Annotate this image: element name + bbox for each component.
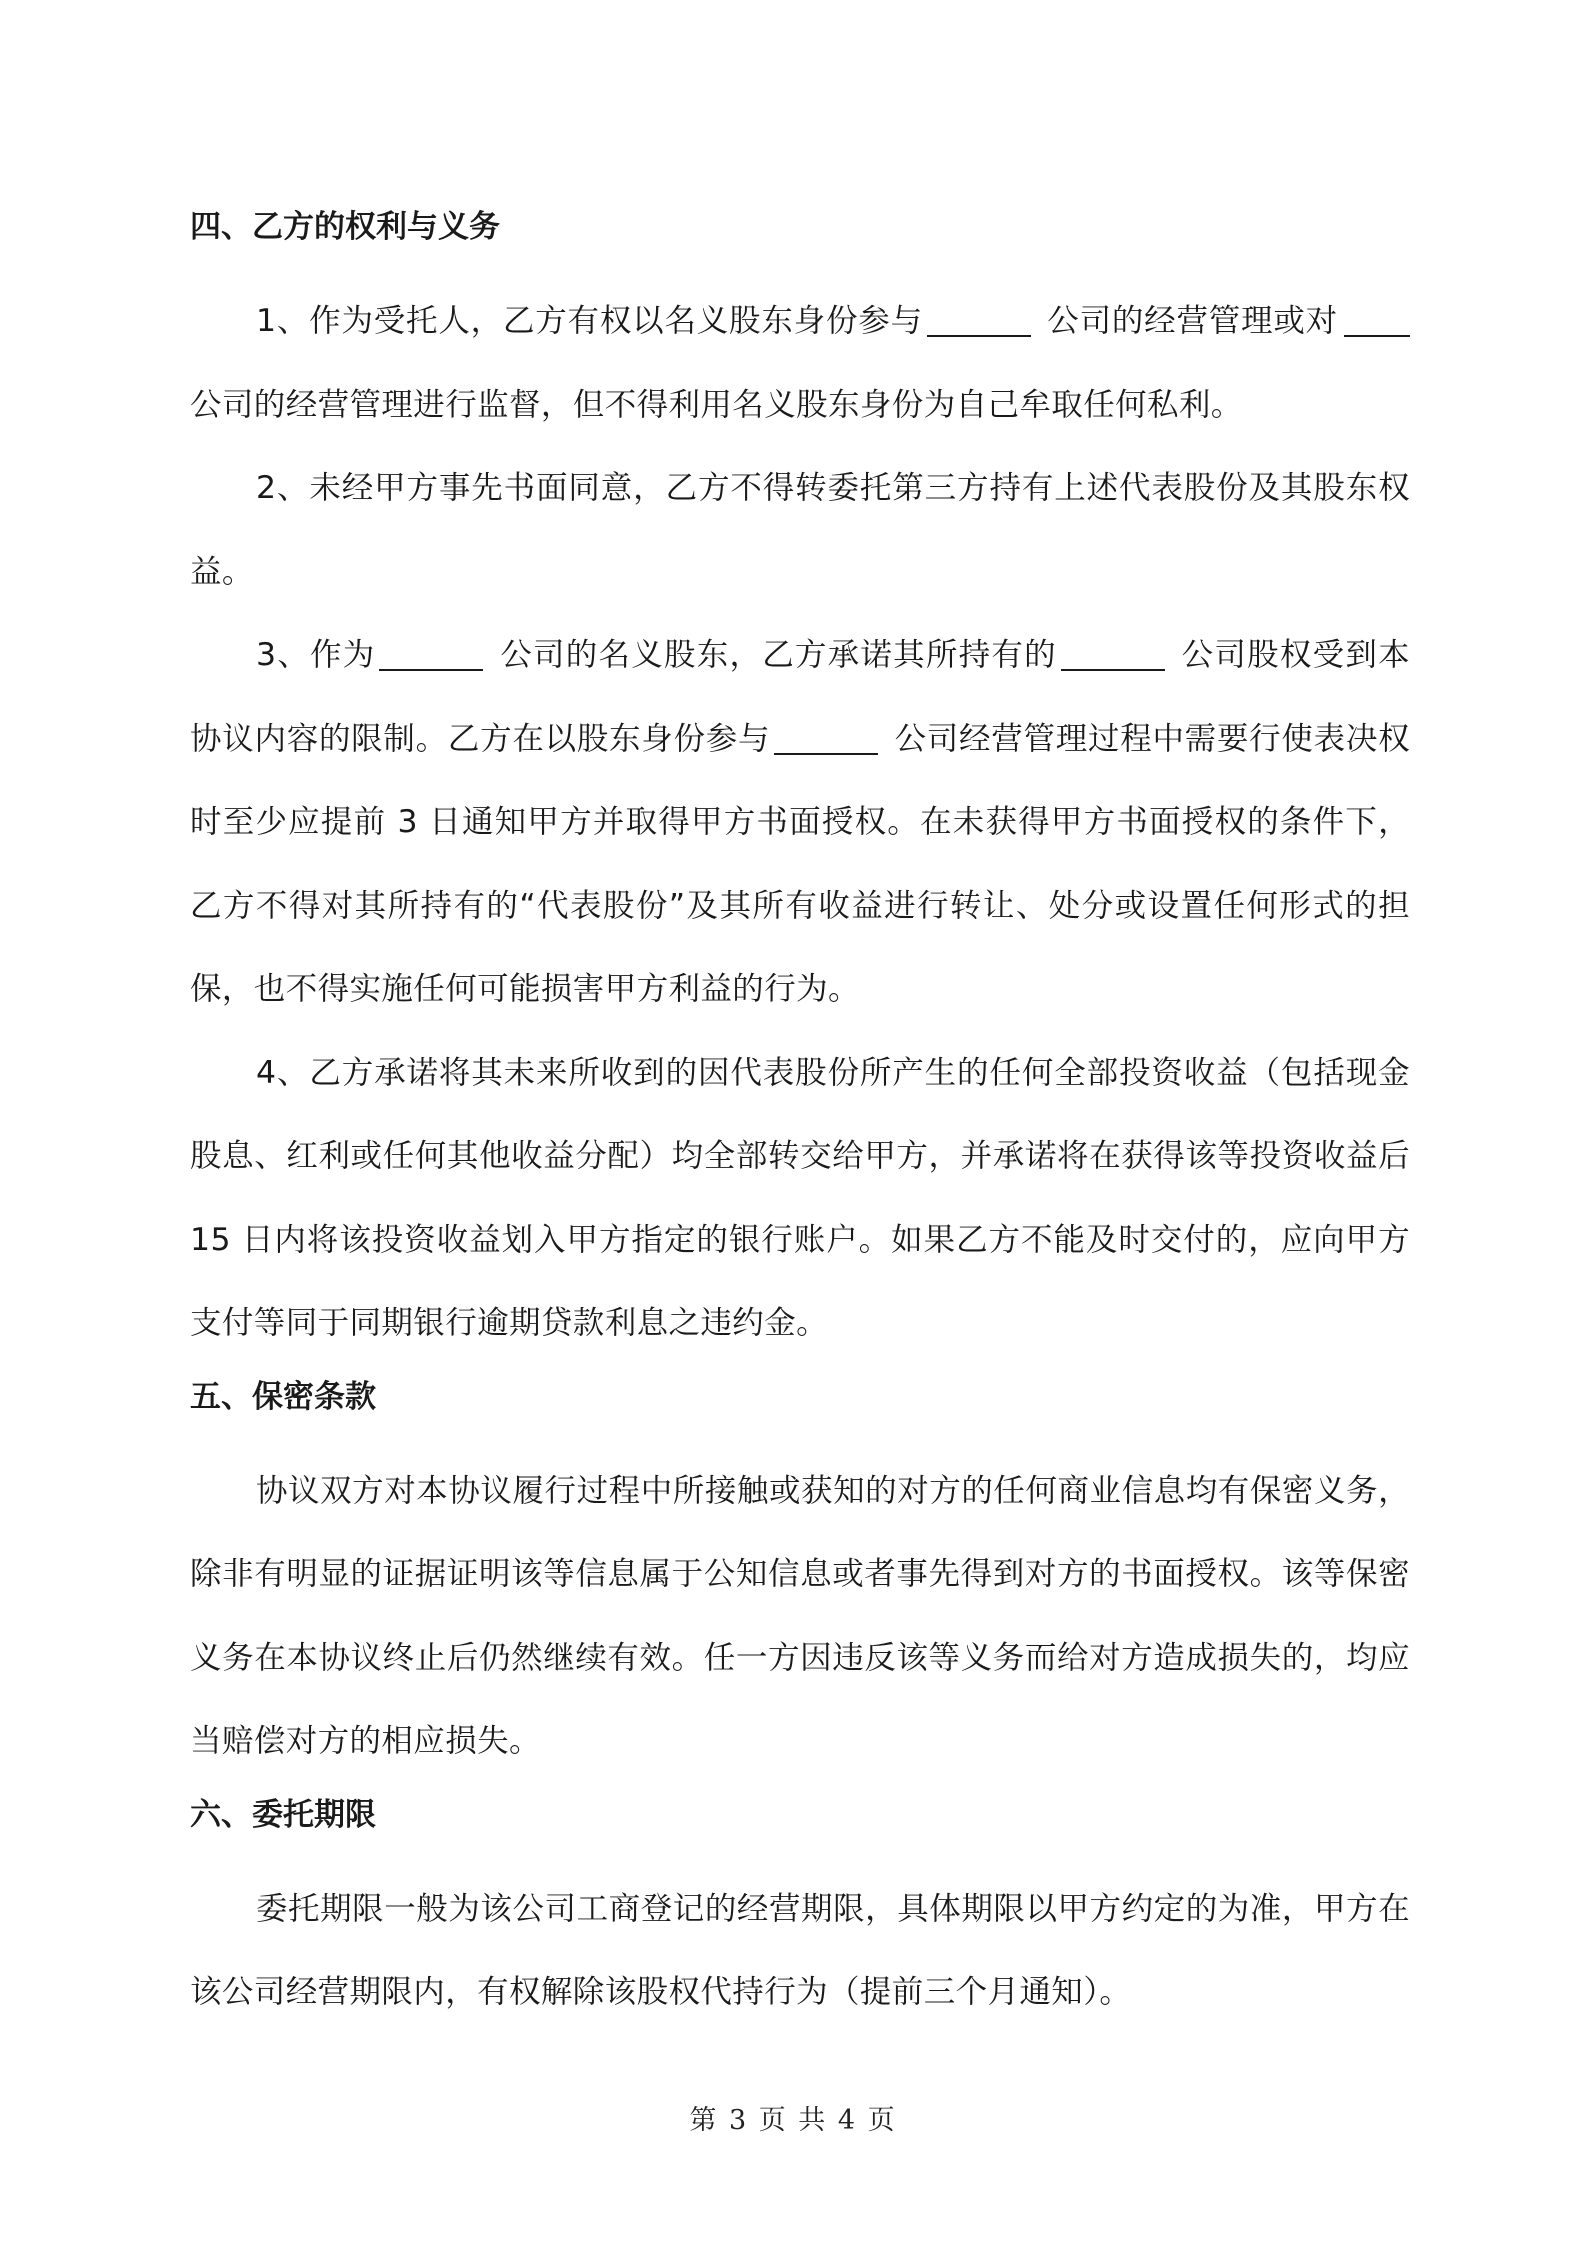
document-body <box>190 196 1410 2035</box>
clause-3-text-b: 公司的名义股东，乙方承诺其所持有的 <box>499 637 1057 673</box>
blank-underline <box>927 301 1031 337</box>
paragraph-clause-2: 2、未经甲方事先书面同意，乙方不得转委托第三方持有上述代表股份及其股东权益。 <box>190 470 1410 590</box>
clause-1-text-c: 公司的经营管理进行监督，但不得利用名义股东身份为自己牟取任何私利。 <box>190 386 1243 423</box>
page-number-footer: 第 3 页 共 4 页 <box>689 2105 897 2136</box>
blank-underline <box>1344 301 1410 337</box>
paragraph-clause-1 <box>190 280 1410 447</box>
blank-underline <box>1061 635 1165 671</box>
clause-3-text-d: 公司经营管理过程中需要行使表决权时至少应提前 3 日通知甲方并取得甲方书面授权。在未获得甲方书面授权的条件下，乙方不得对其所持有的“代表股份”及其所有收益进行转让、处分或设置任何形式的担保，也不得实施任何可能损害甲方利益的行为。 <box>190 720 1410 1007</box>
clause-3-text-c: 公司股权受到本协议内容的限制。乙方在以股东身份参与 <box>190 637 1410 757</box>
clause-3-text-a: 3、作为 <box>256 637 376 673</box>
section-title-entrustment-term: 六、委托期限 <box>190 1796 376 1833</box>
blank-underline <box>379 635 483 671</box>
clause-1-text-b: 公司的经营管理或对 <box>1046 303 1338 339</box>
section-title-confidentiality: 五、保密条款 <box>190 1378 376 1415</box>
section-title-rights-obligations: 四、乙方的权利与义务 <box>190 209 500 245</box>
paragraph-clause-4: 4、乙方承诺将其未来所收到的因代表股份所产生的任何全部投资收益（包括现金股息、红利或任何其他收益分配）均全部转交给甲方，并承诺将在获得该等投资收益后 15 日内将该投资收益划入甲方指定的银行账户。如果乙方不能及时交付的，应向甲方支付等同于同期银行逾期贷款利息之违约金。 <box>190 1054 1410 1341</box>
paragraph-clause-3 <box>190 614 1410 1032</box>
paragraph-confidentiality: 协议双方对本协议履行过程中所接触或获知的对方的任何商业信息均有保密义务，除非有明显的证据证明该等信息属于公知信息或者事先得到对方的书面授权。该等保密义务在本协议终止后仍然继续有效。任一方因违反该等义务而给对方造成损失的，均应当赔偿对方的相应损失。 <box>190 1472 1410 1759</box>
blank-underline <box>774 719 878 755</box>
clause-1-text-a: 1、作为受托人，乙方有权以名义股东身份参与 <box>256 303 923 339</box>
paragraph-entrustment-term: 委托期限一般为该公司工商登记的经营期限，具体期限以甲方约定的为准，甲方在该公司经营期限内，有权解除该股权代持行为（提前三个月通知）。 <box>190 1890 1410 2010</box>
